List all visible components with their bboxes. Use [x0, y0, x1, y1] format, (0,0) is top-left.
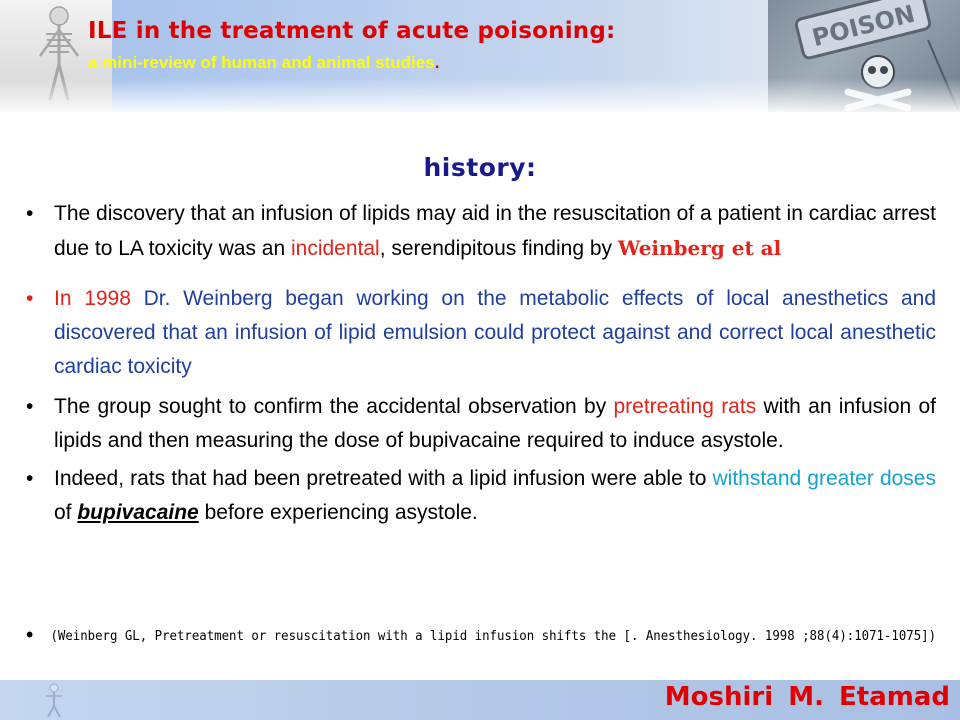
reference-citation: • (Weinberg GL, Pretreatment or resuscitation with a lipid infusion shifts the [. Anesthesiology. 1998 ;88(4):1071-1075]) — [26, 622, 937, 647]
bullet-item-pretreating: • The group sought to confirm the accidental observation by pretreating rats with an infusion of lipids and then measuring the dose of bupivacaine required to induce asystole. — [26, 395, 936, 452]
bullet-item-results: • Indeed, rats that had been pretreated with a lipid infusion were able to withstand greater doses of bupivacaine before experiencing asystole. — [26, 467, 936, 524]
bullet-item-discovery: • The discovery that an infusion of lipids may aid in the resuscitation of a patient in cardiac arrest due to LA toxicity was an incidental, serendipitous finding by Weinberg et al — [26, 202, 936, 260]
bullet-list — [26, 197, 936, 530]
svg-text:POISON: POISON — [809, 0, 918, 53]
slide-title: ILE in the treatment of acute poisoning: — [88, 18, 616, 44]
bullet-item-1998: • In 1998 Dr. Weinberg began working on the metabolic effects of local anesthetics and discovered that an infusion of lipid emulsion could protect against and correct local anesthetic cardiac toxicity — [26, 287, 937, 378]
skeleton-icon — [34, 682, 74, 718]
slide-subtitle: a mini-review of human and animal studies. — [88, 53, 440, 72]
presenter-name: Moshiri M. Etamad — [664, 682, 950, 712]
section-heading: history: — [423, 153, 537, 182]
